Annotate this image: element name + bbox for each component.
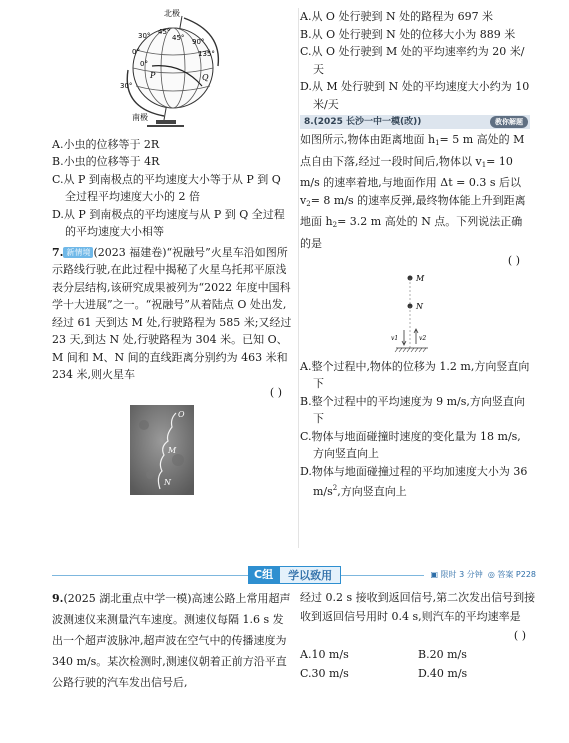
q6-option-d: D.从 P 到南极点的平均速度与从 P 到 Q 全过程的平均速度大小相等 (52, 207, 285, 238)
q6-option-b: B.小虫的位移等于 4R (52, 155, 160, 168)
q8-option-d-tail: ,方向竖直向上 (337, 485, 407, 498)
globe-label-south: 南极 (132, 113, 148, 122)
free-fall-figure (300, 270, 530, 358)
q7-option-b: B.从 O 处行驶到 N 处的位移大小为 889 米 (300, 27, 516, 41)
section-banner (52, 566, 536, 584)
q9-number: 9. (52, 592, 64, 605)
q8-stem-c: = 10 m/s 的速率着地,与地面作用 Δt = 0.3 s 后以 v (300, 154, 521, 207)
time-limit: 限时 3 分钟 (440, 570, 483, 579)
q8-stem (300, 131, 530, 252)
q7-answer-paren: ( ) (269, 385, 282, 399)
globe-figure (52, 8, 292, 130)
section-title: 学以致用 (279, 566, 341, 584)
q8-stem-b: = 5 m 高处的 M 点自由下落,经过一段时间后,物体以 v (300, 133, 525, 168)
q8-stem-d: = 8 m/s 的速率反弹,最终物体能上升到距离地面 h (300, 193, 526, 228)
q8-header-text: 8.(2025 长沙一中一模(改)) (304, 117, 422, 127)
q9-left (52, 588, 292, 693)
q8-option-d-sup: 2 (332, 484, 338, 492)
photo-label-N: N (164, 478, 171, 487)
q9-stem-left (52, 588, 292, 693)
q6-option-c: C.从 P 到南极点的平均速度大小等于从 P 到 Q 全过程平均速度大小的 2 倍 (52, 172, 281, 203)
section-meta (424, 569, 536, 580)
q8-stem-a: 如图所示,物体由距离地面 h (300, 133, 436, 146)
q6-options (52, 136, 292, 241)
q9-answer-paren: ( ) (513, 629, 526, 642)
q8-stem-e: = 3.2 m 高处的 N 点。下列说法正确的是 (300, 215, 523, 250)
fig-label-v2: v2 (419, 334, 427, 342)
q8-sub-v1: 1 (481, 160, 487, 169)
q7-stem (52, 244, 292, 384)
mars-route-photo (130, 405, 194, 495)
globe-label-lat45b: 45° (172, 34, 185, 42)
globe-label-lat30a: 30° (138, 32, 151, 40)
column-divider (298, 8, 299, 548)
question-7 (52, 244, 292, 402)
q9-option-d: D.40 m/s (418, 667, 468, 680)
q9-option-c: C.30 m/s (300, 667, 349, 680)
q7-options (300, 8, 530, 113)
q7-option-d: D.从 M 处行驶到 N 处的平均速度大小约为 10 米/天 (300, 80, 530, 111)
q6-option-a: A.小虫的位移等于 2R (52, 137, 160, 151)
answer-icon: ◎ (487, 570, 495, 579)
answer-page: 答案 P228 (497, 570, 536, 579)
q8-sub-h1: 1 (435, 139, 440, 147)
q9-stem-left-text: (2025 湖北重点中学一模)高速公路上常用超声波测速仪来测量汽车速度。测速仪每隔 1.6 s 发出一个超声波脉冲,超声波在空气中的传播速度为 340 m/s。某次检测时,测速仪朝着正前方沿平直公路行驶的汽车发出信号后, (52, 592, 291, 689)
q9-options (300, 645, 536, 683)
q8-answer-paren: ( ) (507, 254, 520, 267)
right-column (300, 8, 530, 501)
globe-label-lat0a: 0° (132, 48, 140, 56)
photo-label-O: O (178, 410, 185, 419)
globe-label-lat30b: 30° (120, 82, 133, 90)
q7-stem-text: (2023 福建卷)“祝融号”火星车沿如图所示路线行驶,在此过程中揭秘了火星乌托邦平原浅表分层结构,该研究成果被列为“2022 年度中国科学十大进展”之一。“祝融号”从着陆点 O 处出发,经过 61 天到达 M 处,行驶路程为 585 米;又经过 23 天,到达 N 处,行驶路程为 304 米。已知 O、M 间和 M、N 间的直线距离分别约为 463 米和 234 米,则火星车 (52, 245, 292, 381)
q8-option-a: A.整个过程中,物体的位移为 1.2 m,方向竖直向下 (300, 359, 530, 390)
fig-label-v1: v1 (391, 334, 399, 342)
q9-option-b: B.20 m/s (418, 648, 467, 661)
q9-option-a: A.10 m/s (300, 648, 349, 661)
left-column (52, 8, 292, 495)
q8-option-d (300, 463, 530, 501)
fig-label-M: M (416, 273, 425, 283)
globe-label-lat135: 135° (198, 50, 215, 58)
q8-sub-v2: 2 (306, 199, 311, 208)
q9-right (300, 588, 536, 683)
globe-label-north: 北极 (164, 9, 180, 18)
fig-label-N: N (416, 301, 423, 311)
q7-number: 7. (52, 245, 64, 259)
solve-guide-button[interactable]: 教你解题 (490, 116, 528, 128)
globe-label-P: P (150, 71, 156, 80)
q8-options (300, 358, 530, 501)
q9-stem-right: 经过 0.2 s 接收到返回信号,第二次发出信号到接收到返回信号用时 0.4 s,则汽车的平均速率是 (300, 591, 536, 623)
q7-tag: 新情境 (63, 247, 93, 258)
q8-sub-h2: 2 (332, 221, 338, 229)
question-8 (300, 131, 530, 270)
clock-icon: ▣ (430, 570, 438, 579)
globe-label-Q: Q (202, 73, 209, 82)
q7-option-c: C.从 O 处行驶到 M 处的平均速率约为 20 米/天 (300, 45, 525, 76)
q8-option-b: B.整个过程中的平均速度为 9 m/s,方向竖直向下 (300, 394, 525, 425)
q7-option-a: A.从 O 处行驶到 N 处的路程为 697 米 (300, 10, 494, 23)
photo-label-M: M (168, 446, 177, 455)
q8-header (300, 115, 530, 129)
q8-option-c: C.物体与地面碰撞时速度的变化量为 18 m/s,方向竖直向上 (300, 429, 521, 460)
globe-label-lat45a: 45° (158, 28, 171, 36)
q8-option-d-text: D.物体与地面碰撞过程的平均加速度大小为 36 m/s (300, 464, 528, 498)
section-group: C组 (248, 566, 279, 584)
globe-label-lat90: 90° (192, 38, 205, 46)
globe-label-lat0b: 0° (140, 60, 148, 68)
section-badge (248, 566, 341, 584)
